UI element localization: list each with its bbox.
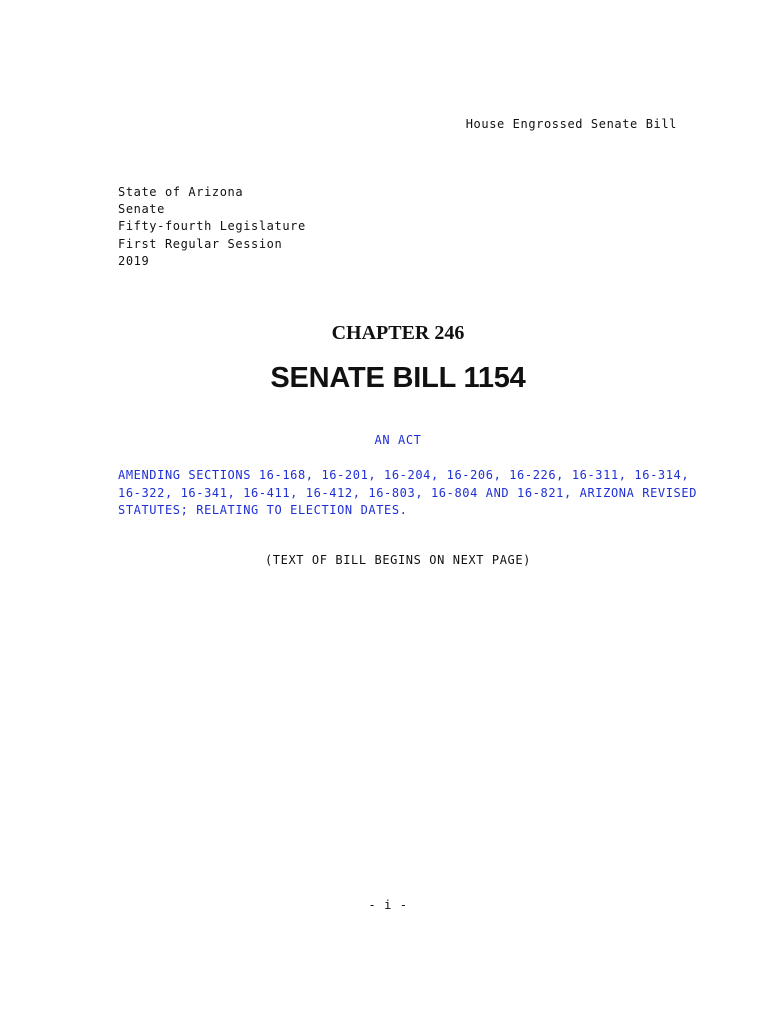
legislature-line: Fifty-fourth Legislature <box>118 219 306 234</box>
act-description-line: 16-322, 16-341, 16-411, 16-412, 16-803, 16-804 AND 16-821, ARIZONA REVISED <box>118 485 698 500</box>
year-line: 2019 <box>118 253 150 268</box>
page-number: - i - <box>368 898 408 912</box>
act-description-line: STATUTES; RELATING TO ELECTION DATES. <box>118 503 408 517</box>
act-description <box>118 467 698 520</box>
bill-title: SENATE BILL 1154 <box>270 362 526 394</box>
chapter-heading: CHAPTER 246 <box>331 322 465 344</box>
chamber-line: Senate <box>118 202 165 217</box>
session-info-block <box>118 184 306 270</box>
an-act-heading: AN ACT <box>374 433 422 447</box>
session-line: First Regular Session <box>118 236 283 251</box>
state-line: State of Arizona <box>118 185 244 199</box>
act-description-line: AMENDING SECTIONS 16-168, 16-201, 16-204, 16-206, 16-226, 16-311, 16-314, <box>118 468 690 482</box>
text-begins-note: (TEXT OF BILL BEGINS ON NEXT PAGE) <box>264 553 532 567</box>
bill-status-header: House Engrossed Senate Bill <box>465 117 677 131</box>
